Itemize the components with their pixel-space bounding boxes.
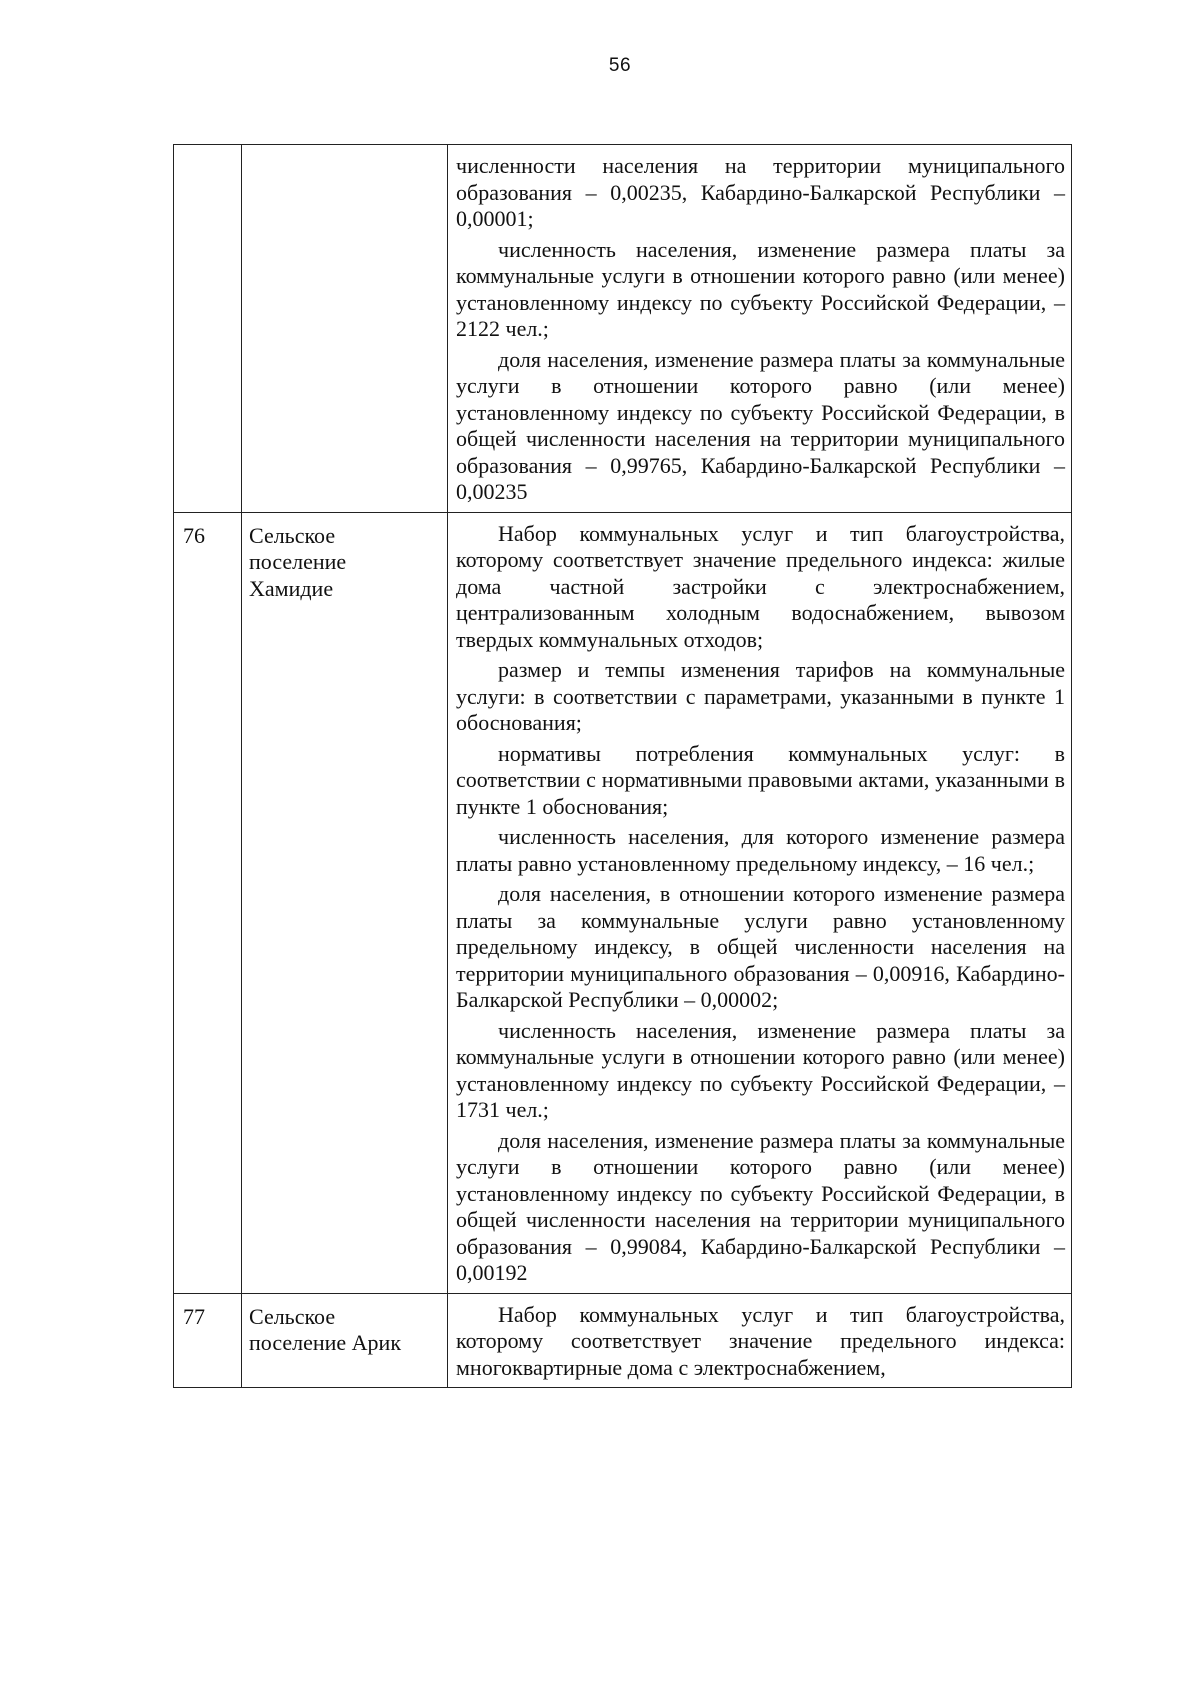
paragraph: численность населения, изменение размера платы за коммунальные услуги в отношении которого равно (или менее) установленному индексу по субъекту Российской Федерации, – 2122 чел.; <box>456 236 1065 341</box>
table-row <box>174 512 1072 1293</box>
municipality-name <box>242 1293 448 1388</box>
paragraph: нормативы потребления коммунальных услуг: в соответствии с нормативными правовыми актами, указанными в пункте 1 обоснования; <box>456 740 1065 819</box>
description-cell <box>448 145 1072 513</box>
paragraph: численность населения, изменение размера платы за коммунальные услуги в отношении которого равно (или менее) установленному индексу по субъекту Российской Федерации, – 1731 чел.; <box>456 1017 1065 1122</box>
paragraph: численность населения, для которого изменение размера платы равно установленному предельному индексу, – 16 чел.; <box>456 824 1065 876</box>
paragraph: размер и темпы изменения тарифов на коммунальные услуги: в соответствии с параметрами, указанными в пункте 1 обоснования; <box>456 657 1065 735</box>
page-number: 56 <box>608 55 632 76</box>
description-cell <box>448 1293 1072 1388</box>
tariff-table <box>173 144 1072 1388</box>
paragraph: Набор коммунальных услуг и тип благоустройства, которому соответствует значение предельного индекса: жилые дома частной застройки с электроснабжением, централизованным холодным водоснабжением, вывозом твердых коммунальных отходов; <box>456 520 1065 652</box>
table-row <box>174 145 1072 513</box>
row-number: 77 <box>174 1293 242 1388</box>
name-line: Сельское <box>249 522 336 548</box>
paragraph: доля населения, в отношении которого изменение размера платы за коммунальные услуги равно установленному предельному индексу, в общей численности населения на территории муниципального образования – 0,00916, Кабардино-Балкарской Республики – 0,00002; <box>456 881 1065 1012</box>
paragraph: доля населения, изменение размера платы за коммунальные услуги в отношении которого равно (или менее) установленному индексу по субъекту Российской Федерации, в общей численности населения на территории муниципального образования – 0,99084, Кабардино-Балкарской Республики – 0,00192 <box>456 1127 1065 1285</box>
municipality-name <box>242 512 448 1293</box>
name-line: Сельское <box>249 1303 336 1329</box>
name-line: поселение <box>249 549 347 574</box>
municipality-name <box>242 145 448 513</box>
paragraph: Набор коммунальных услуг и тип благоустройства, которому соответствует значение предельного индекса: многоквартирные дома с электроснабжением, <box>456 1301 1065 1380</box>
paragraph: доля населения, изменение размера платы за коммунальные услуги в отношении которого равно (или менее) установленному индексу по субъекту Российской Федерации, в общей численности населения на территории муниципального образования – 0,99765, Кабардино-Балкарской Республики – 0,00235 <box>456 346 1065 504</box>
row-number: 76 <box>174 512 242 1293</box>
description-cell <box>448 512 1072 1293</box>
name-line: Хамидие <box>249 575 334 601</box>
paragraph: численности населения на территории муниципального образования – 0,00235, Кабардино-Балкарской Республики – 0,00001; <box>456 153 1065 231</box>
row-number <box>174 145 242 513</box>
table-row <box>174 1293 1072 1388</box>
name-line: поселение Арик <box>249 1330 402 1355</box>
